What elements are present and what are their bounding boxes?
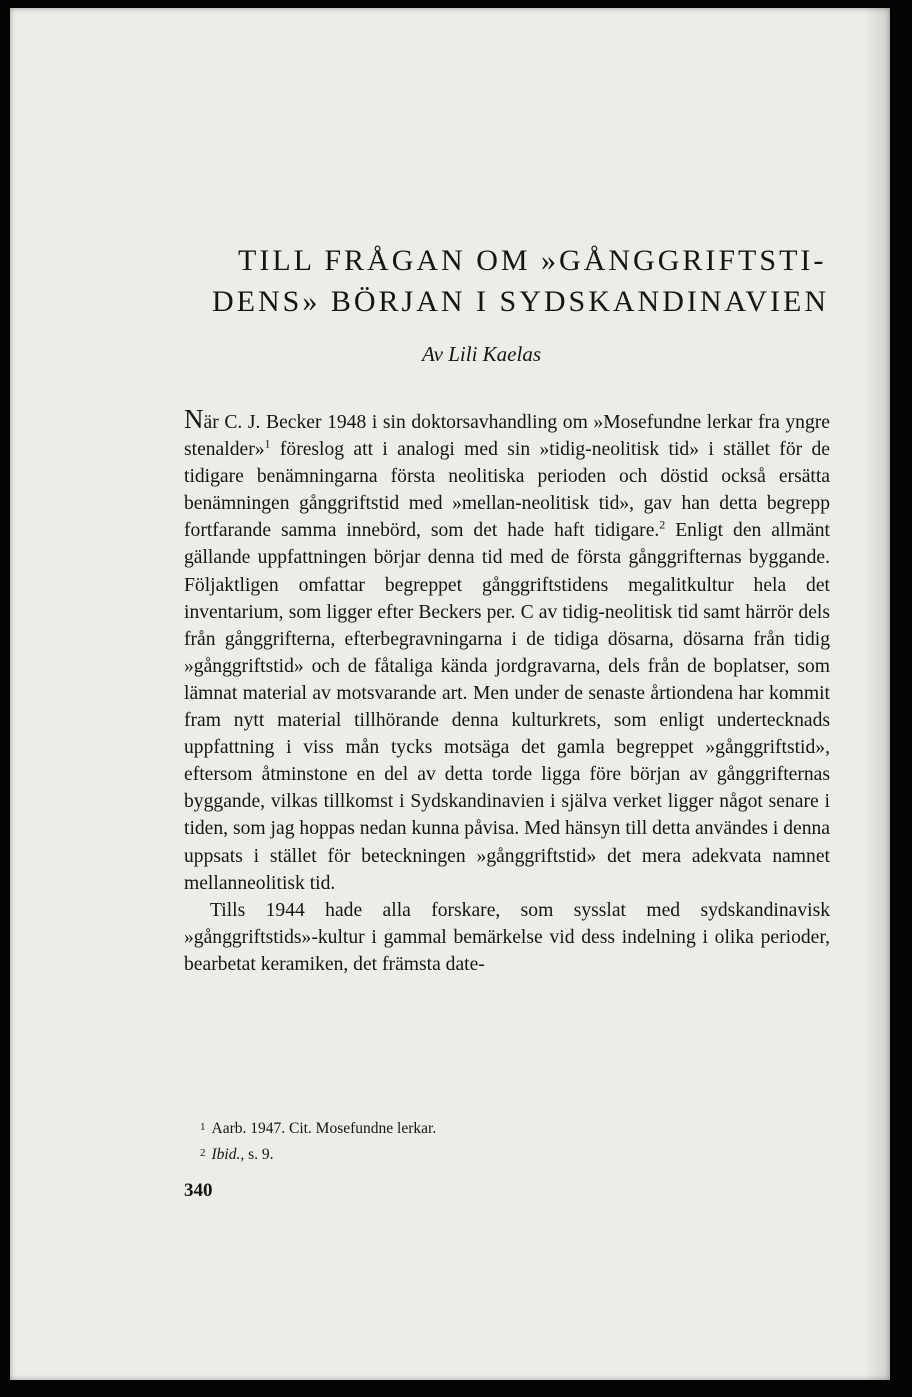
drop-cap: N bbox=[184, 404, 204, 434]
footnote-number: 2 bbox=[200, 1147, 206, 1159]
footnote-text: s. 9. bbox=[244, 1146, 274, 1163]
title-line-2: DENS» BÖRJAN I SYDSKANDINAVIEN bbox=[212, 285, 829, 318]
paragraph-1 bbox=[184, 404, 830, 897]
page-sheet bbox=[10, 8, 890, 1380]
author-byline: Av Lili Kaelas bbox=[422, 342, 542, 366]
page-number: 340 bbox=[184, 1180, 213, 1201]
paragraph-1-text-c: Enligt den allmänt gällande uppfattningen börjar denna tid med de första gånggrifternas byggande. Följaktligen omfattar begreppet gånggriftstidens megalitkultur hela det inventarium, som ligger efter Beckers per. C av tidig-neolitisk tid samt härrör dels från gånggrifterna, efterbegravningarna i de tidiga dösarna, dösarna från tidig »gånggriftstid» och de fåtaliga kända jordgravarna, dels från de boplatser, som lämnat material av motsvarande art. Men under de senaste årtiondena har kommit fram nytt material tillhörande denna kulturkrets, som enligt undertecknads uppfattning i viss mån tycks motsäga det gamla begreppet »gånggriftstid», eftersom åtminstone en del av detta torde ligga före början av gånggrifternas byggande, vilkas tillkomst i Sydskandinavien i själva verket ligger något senare i tiden, som jag hoppas nedan kunna påvisa. Med hänsyn till detta användes i denna uppsats i stället för beteckningen »gånggriftstid» det mera adekvata namnet mellanneolitisk tid. bbox=[184, 520, 830, 894]
footnote-ref-2[interactable]: 2 bbox=[659, 517, 666, 532]
paragraph-1-text-a: är C. J. Becker 1948 i sin doktorsavhandling om »Mosefundne lerkar fra yngre stenalder» bbox=[184, 412, 830, 461]
footnote-2 bbox=[200, 1141, 436, 1167]
footnote-italic-ref: Ibid., bbox=[211, 1146, 245, 1163]
footnote-1 bbox=[200, 1115, 436, 1141]
title-line-1: TILL FRÅGAN OM »GÅNGGRIFTSTI- bbox=[238, 244, 827, 277]
footnote-ref-1[interactable]: 1 bbox=[264, 436, 271, 451]
scan-edge-shadow bbox=[864, 8, 890, 1380]
paragraph-1-text-b: föreslog att i analogi med sin »tidig-neolitisk tid» i stället för de tidigare benämningarna första neolitiska perioden och döstid också ersätta benämningen gånggriftstid med »mellan-neolitisk tid», gav han detta begrepp fortfarande samma innebörd, som det hade haft tidigare. bbox=[184, 439, 830, 542]
article-body bbox=[184, 404, 830, 978]
paragraph-2: Tills 1944 hade alla forskare, som sysslat med sydskandinavisk »gånggriftstids»-kultur i gammal bemärkelse vid dess indelning i olika perioder, bearbetat keramiken, det främsta date- bbox=[184, 899, 830, 975]
footnotes bbox=[200, 1115, 436, 1167]
article-title bbox=[184, 240, 844, 322]
footnote-text: Aarb. 1947. Cit. Mosefundne lerkar. bbox=[211, 1120, 437, 1137]
footnote-number: 1 bbox=[200, 1121, 206, 1133]
